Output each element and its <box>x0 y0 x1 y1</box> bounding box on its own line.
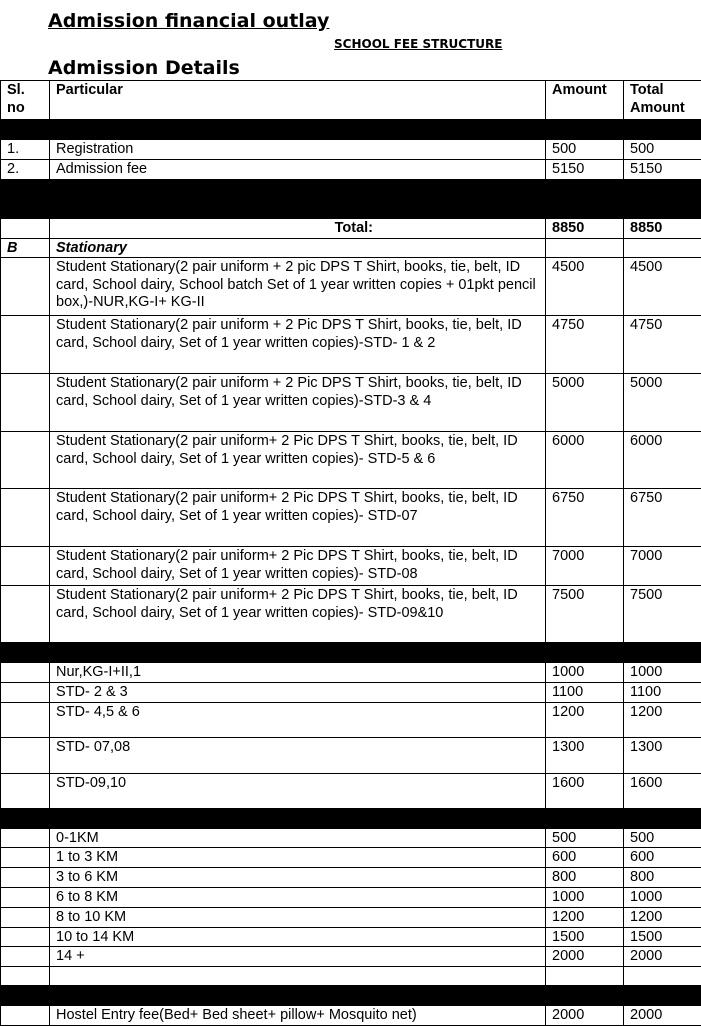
section-row <box>1 238 701 258</box>
cell-particular: Hostel Entry fee(Bed+ Bed sheet+ pillow+ Mosquito net) <box>50 1006 546 1026</box>
cell-amount <box>546 238 624 258</box>
cell-total-amount: 1000 <box>624 663 701 683</box>
separator-cell <box>50 643 546 663</box>
black-separator-row <box>1 120 701 140</box>
table-row <box>1 140 701 160</box>
cell-particular <box>50 967 546 986</box>
black-separator-row <box>1 199 701 218</box>
cell-amount: 1000 <box>546 663 624 683</box>
cell-amount: 600 <box>546 848 624 868</box>
cell-sl <box>1 316 50 374</box>
table-row <box>1 258 701 316</box>
cell-particular: STD- 2 & 3 <box>50 682 546 702</box>
cell-particular: Admission fee <box>50 159 546 179</box>
cell-particular: Nur,KG-I+II,1 <box>50 663 546 683</box>
table-row <box>1 868 701 888</box>
cell-particular: Registration <box>50 140 546 160</box>
cell-particular: STD- 4,5 & 6 <box>50 702 546 737</box>
cell-sl <box>1 702 50 737</box>
separator-cell <box>624 179 701 199</box>
cell-sl <box>1 967 50 986</box>
cell-amount <box>546 967 624 986</box>
table-row <box>1 773 701 808</box>
table-row <box>1 737 701 773</box>
cell-sl <box>1 258 50 316</box>
cell-amount: 7000 <box>546 547 624 586</box>
header-particular: Particular <box>50 81 546 120</box>
fee-table <box>0 80 701 1026</box>
cell-particular: Student Stationary(2 pair uniform+ 2 Pic DPS T Shirt, books, tie, belt, ID card, School dairy, Set of 1 year written copies)- STD-5 & 6 <box>50 432 546 489</box>
cell-particular: 1 to 3 KM <box>50 848 546 868</box>
cell-total-amount: 7000 <box>624 547 701 586</box>
separator-cell <box>50 120 546 140</box>
cell-amount: 8850 <box>546 218 624 238</box>
cell-amount: 5150 <box>546 159 624 179</box>
cell-amount: 6750 <box>546 489 624 547</box>
total-row <box>1 218 701 238</box>
separator-cell <box>50 986 546 1006</box>
cell-amount: 1000 <box>546 887 624 907</box>
cell-total-amount: 6000 <box>624 432 701 489</box>
cell-sl <box>1 1006 50 1026</box>
black-separator-row <box>1 179 701 199</box>
separator-cell <box>546 199 624 218</box>
separator-cell <box>546 986 624 1006</box>
cell-sl <box>1 432 50 489</box>
cell-sl: 2. <box>1 159 50 179</box>
separator-cell <box>624 199 701 218</box>
cell-sl <box>1 828 50 848</box>
cell-amount: 2000 <box>546 947 624 967</box>
cell-particular: 14 + <box>50 947 546 967</box>
cell-sl <box>1 887 50 907</box>
separator-cell <box>1 808 50 828</box>
cell-particular: STD-09,10 <box>50 773 546 808</box>
cell-sl <box>1 547 50 586</box>
cell-total-amount: 2000 <box>624 947 701 967</box>
cell-total-amount: 1600 <box>624 773 701 808</box>
cell-sl: 1. <box>1 140 50 160</box>
separator-cell <box>1 643 50 663</box>
table-row <box>1 159 701 179</box>
cell-sl <box>1 947 50 967</box>
table-row <box>1 316 701 374</box>
cell-particular: Student Stationary(2 pair uniform+ 2 Pic DPS T Shirt, books, tie, belt, ID card, School dairy, Set of 1 year written copies)- STD-08 <box>50 547 546 586</box>
black-separator-row <box>1 986 701 1006</box>
cell-amount: 1100 <box>546 682 624 702</box>
separator-cell <box>624 643 701 663</box>
cell-sl: B <box>1 238 50 258</box>
cell-particular: Student Stationary(2 pair uniform+ 2 Pic DPS T Shirt, books, tie, belt, ID card, School dairy, Set of 1 year written copies)- STD-09&10 <box>50 586 546 643</box>
cell-amount: 1300 <box>546 737 624 773</box>
table-row <box>1 702 701 737</box>
cell-sl <box>1 218 50 238</box>
document-title: Admission financial outlay <box>48 10 329 32</box>
table-header-row <box>1 81 701 120</box>
cell-total-amount: 1000 <box>624 887 701 907</box>
separator-cell <box>546 643 624 663</box>
header-amount: Amount <box>546 81 624 120</box>
separator-cell <box>50 179 546 199</box>
separator-cell <box>546 120 624 140</box>
table-row <box>1 1006 701 1026</box>
cell-particular: 10 to 14 KM <box>50 927 546 947</box>
cell-total-amount <box>624 238 701 258</box>
cell-sl <box>1 663 50 683</box>
separator-cell <box>1 986 50 1006</box>
table-row <box>1 947 701 967</box>
separator-cell <box>1 120 50 140</box>
table-row <box>1 432 701 489</box>
cell-total-amount: 500 <box>624 140 701 160</box>
cell-sl <box>1 374 50 432</box>
cell-total-amount: 1300 <box>624 737 701 773</box>
table-row <box>1 682 701 702</box>
black-separator-row <box>1 643 701 663</box>
cell-sl <box>1 868 50 888</box>
table-row <box>1 887 701 907</box>
cell-particular: 3 to 6 KM <box>50 868 546 888</box>
cell-total-amount: 4500 <box>624 258 701 316</box>
cell-total-amount: 1200 <box>624 907 701 927</box>
cell-particular: 6 to 8 KM <box>50 887 546 907</box>
cell-particular: Stationary <box>50 238 546 258</box>
separator-cell <box>624 986 701 1006</box>
cell-amount: 4500 <box>546 258 624 316</box>
cell-total-amount: 5150 <box>624 159 701 179</box>
header-sl: Sl. no <box>1 81 50 120</box>
cell-particular: Total: <box>50 218 546 238</box>
cell-amount: 4750 <box>546 316 624 374</box>
separator-cell <box>546 808 624 828</box>
cell-amount: 1600 <box>546 773 624 808</box>
cell-total-amount: 1500 <box>624 927 701 947</box>
cell-total-amount: 500 <box>624 828 701 848</box>
table-row <box>1 547 701 586</box>
section-heading: Admission Details <box>48 57 240 79</box>
cell-total-amount: 8850 <box>624 218 701 238</box>
separator-cell <box>50 199 546 218</box>
cell-total-amount: 2000 <box>624 1006 701 1026</box>
cell-total-amount: 5000 <box>624 374 701 432</box>
cell-particular: STD- 07,08 <box>50 737 546 773</box>
cell-amount: 1200 <box>546 702 624 737</box>
table-row <box>1 828 701 848</box>
cell-sl <box>1 489 50 547</box>
cell-sl <box>1 586 50 643</box>
separator-cell <box>50 808 546 828</box>
cell-amount: 800 <box>546 868 624 888</box>
separator-cell <box>624 120 701 140</box>
table-row <box>1 489 701 547</box>
fee-structure-heading: SCHOOL FEE STRUCTURE <box>334 37 502 51</box>
cell-sl <box>1 927 50 947</box>
table-row <box>1 586 701 643</box>
table-row <box>1 848 701 868</box>
cell-total-amount: 4750 <box>624 316 701 374</box>
black-separator-row <box>1 808 701 828</box>
cell-total-amount <box>624 967 701 986</box>
cell-particular: Student Stationary(2 pair uniform + 2 Pic DPS T Shirt, books, tie, belt, ID card, School dairy, Set of 1 year written copies)-STD- 1 & 2 <box>50 316 546 374</box>
cell-total-amount: 7500 <box>624 586 701 643</box>
table-row <box>1 907 701 927</box>
cell-total-amount: 1200 <box>624 702 701 737</box>
header-total-amount: Total Amount <box>624 81 701 120</box>
cell-total-amount: 600 <box>624 848 701 868</box>
cell-particular: Student Stationary(2 pair uniform + 2 Pic DPS T Shirt, books, tie, belt, ID card, School dairy, Set of 1 year written copies)-STD-3 & 4 <box>50 374 546 432</box>
table-row <box>1 967 701 986</box>
cell-amount: 500 <box>546 140 624 160</box>
cell-amount: 6000 <box>546 432 624 489</box>
cell-sl <box>1 737 50 773</box>
table-row <box>1 927 701 947</box>
separator-cell <box>1 199 50 218</box>
cell-amount: 2000 <box>546 1006 624 1026</box>
cell-sl <box>1 907 50 927</box>
cell-amount: 500 <box>546 828 624 848</box>
cell-amount: 1500 <box>546 927 624 947</box>
cell-total-amount: 1100 <box>624 682 701 702</box>
cell-amount: 5000 <box>546 374 624 432</box>
cell-total-amount: 800 <box>624 868 701 888</box>
cell-amount: 7500 <box>546 586 624 643</box>
cell-amount: 1200 <box>546 907 624 927</box>
cell-particular: 8 to 10 KM <box>50 907 546 927</box>
cell-particular: Student Stationary(2 pair uniform+ 2 Pic DPS T Shirt, books, tie, belt, ID card, School dairy, Set of 1 year written copies)- STD-07 <box>50 489 546 547</box>
cell-particular: 0-1KM <box>50 828 546 848</box>
cell-sl <box>1 773 50 808</box>
fee-table-body <box>1 120 701 1026</box>
table-row <box>1 374 701 432</box>
cell-sl <box>1 848 50 868</box>
cell-sl <box>1 682 50 702</box>
separator-cell <box>624 808 701 828</box>
separator-cell <box>1 179 50 199</box>
separator-cell <box>546 179 624 199</box>
cell-total-amount: 6750 <box>624 489 701 547</box>
table-row <box>1 663 701 683</box>
cell-particular: Student Stationary(2 pair uniform + 2 pic DPS T Shirt, books, tie, belt, ID card, School dairy, School batch Set of 1 year written copies + 01pkt pencil box,)-NUR,KG-I+ KG-II <box>50 258 546 316</box>
